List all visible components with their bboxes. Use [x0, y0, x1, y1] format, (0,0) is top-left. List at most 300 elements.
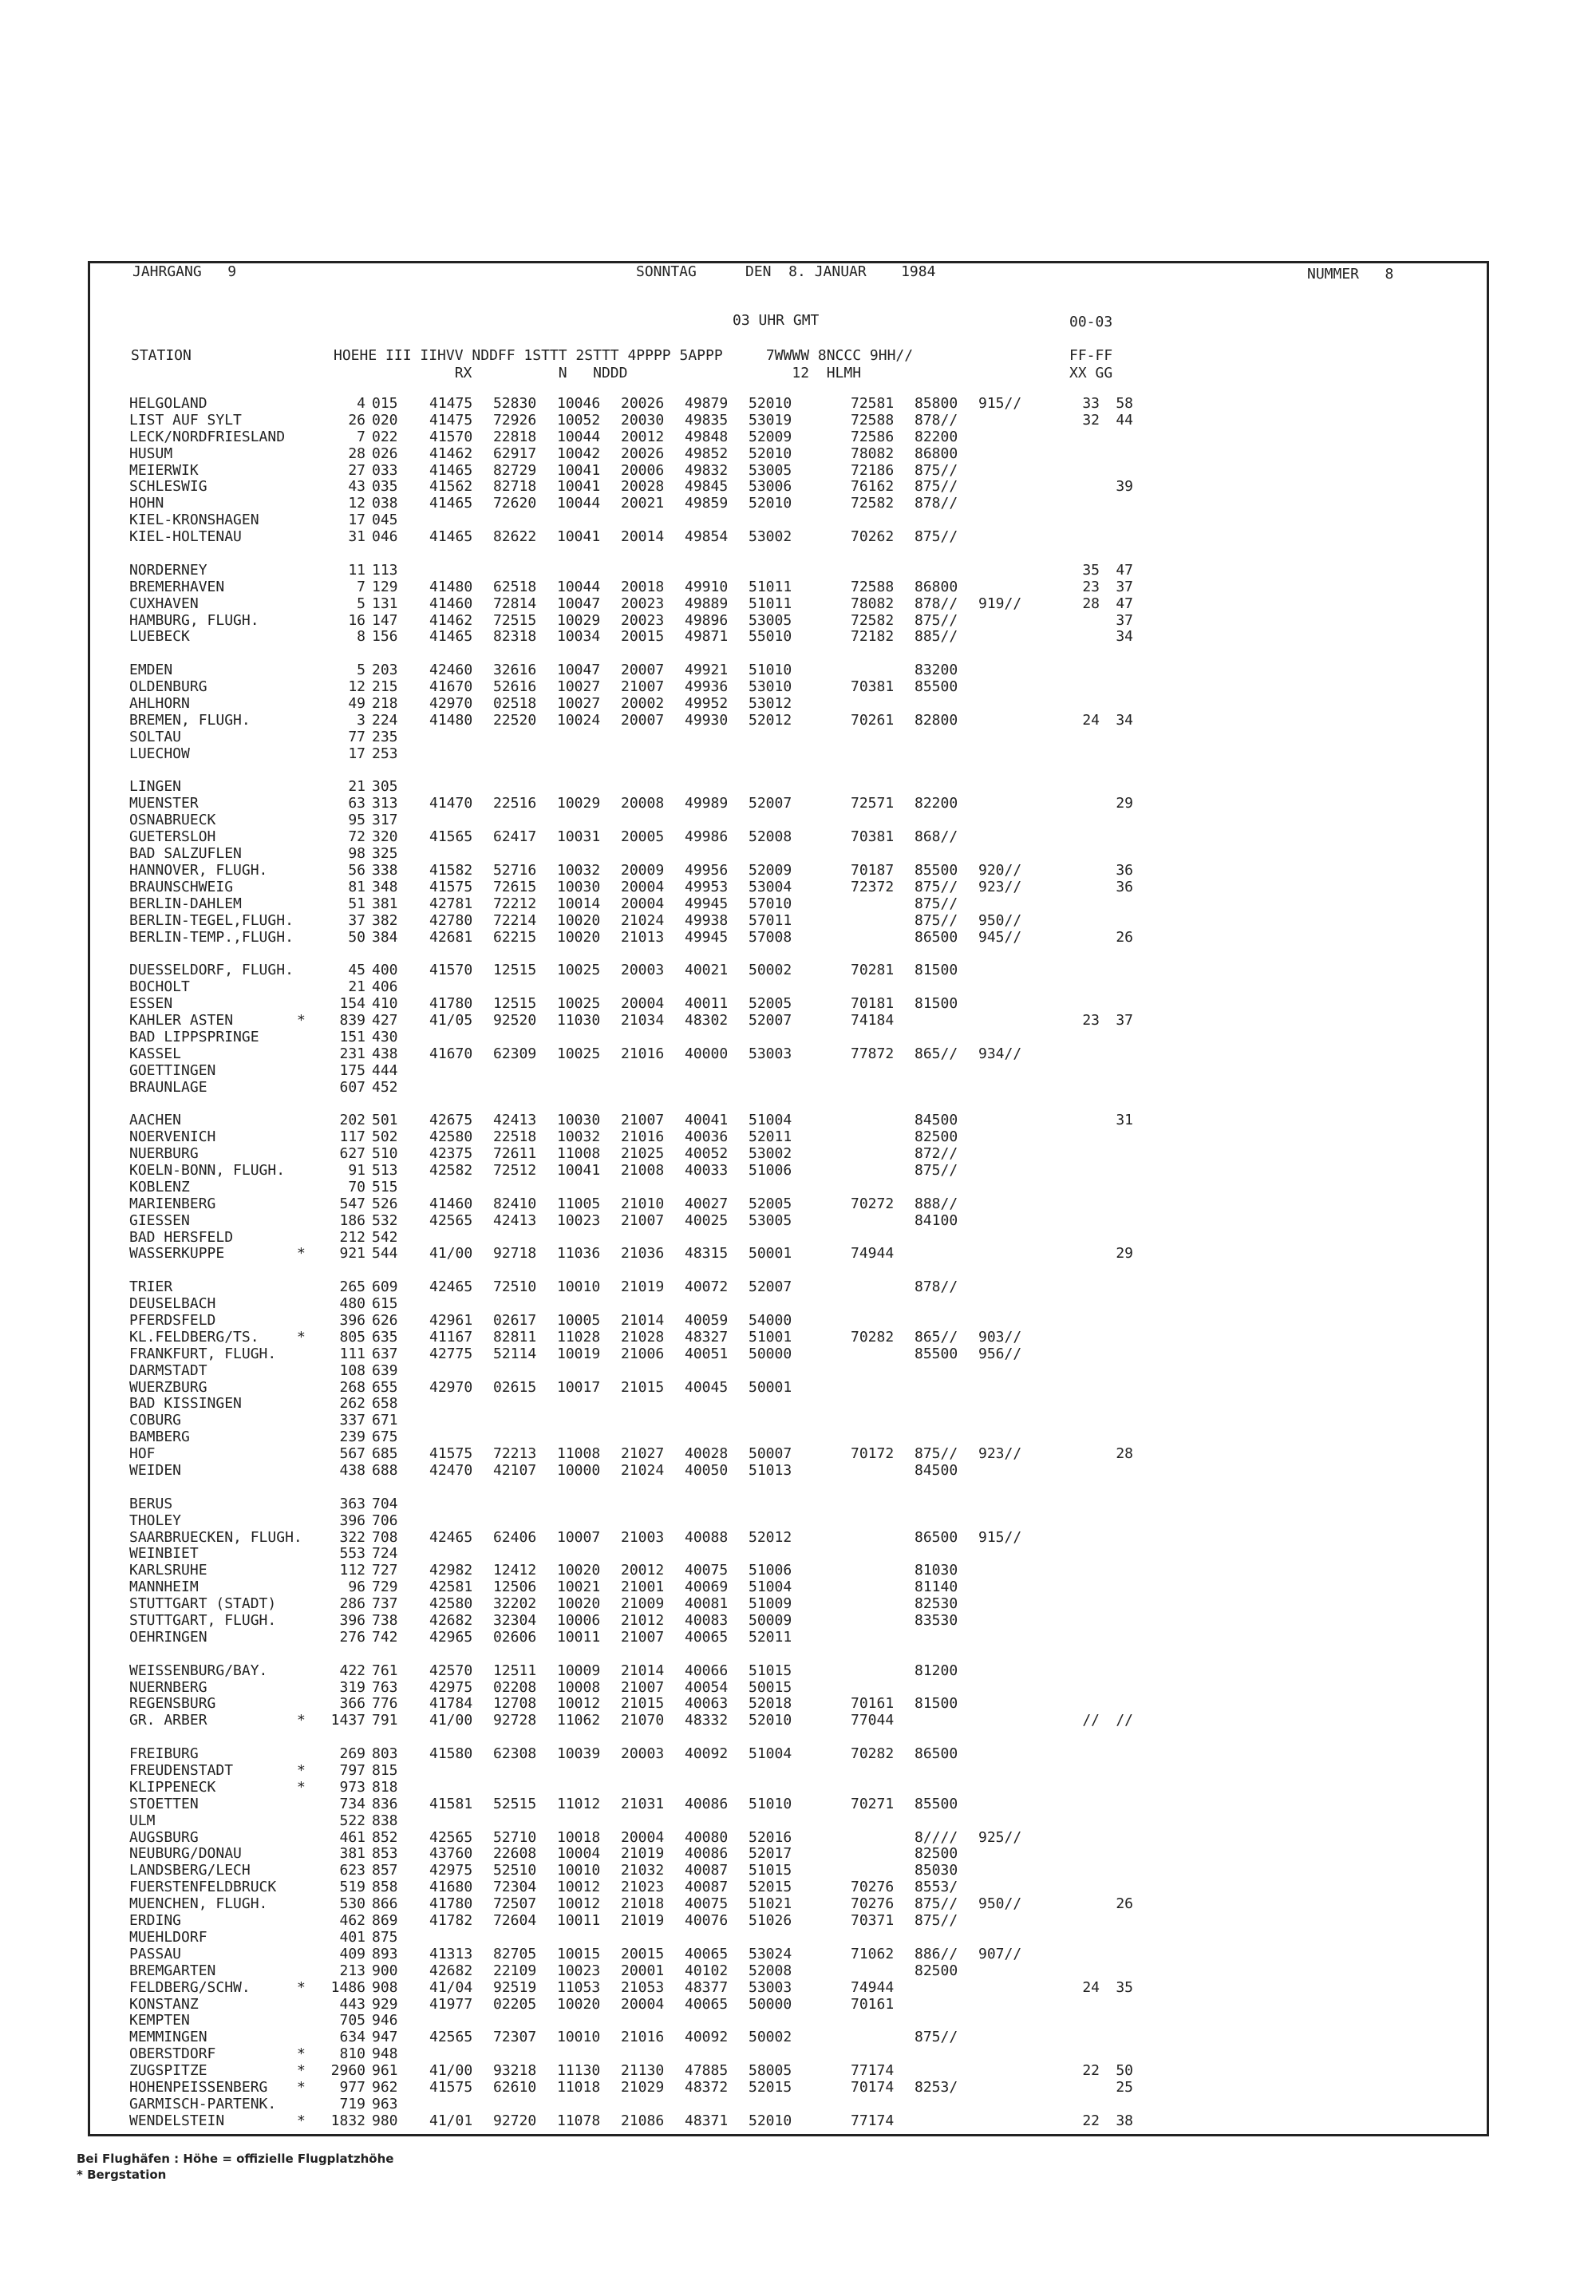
station-height: 396	[339, 1612, 365, 1630]
group-7wwww: 72372	[851, 878, 895, 895]
group-5appp: 52007	[749, 1011, 792, 1029]
group-9hh: 950//	[978, 911, 1022, 929]
group-nddff: 92519	[493, 1978, 537, 1996]
station-id: 893	[372, 1945, 398, 1962]
col-header-ff1: FF-FF	[1069, 347, 1113, 364]
station-name: NOERVENICH	[129, 1128, 216, 1146]
group-7wwww: 72571	[851, 795, 895, 812]
station-name: NEUBURG/DONAU	[129, 1845, 242, 1863]
group-2sttt: 21010	[621, 1195, 665, 1212]
mountain-marker: *	[297, 1712, 306, 1729]
group-2sttt: 20012	[621, 428, 665, 445]
station-id: 853	[372, 1845, 398, 1863]
group-iihvv: 41480	[429, 711, 473, 729]
group-iihvv: 41460	[429, 1195, 473, 1212]
station-height: 63	[348, 795, 365, 812]
group-iihvv: 41780	[429, 1895, 473, 1913]
station-height: 12	[348, 495, 365, 512]
station-height: 28	[348, 445, 365, 462]
group-5appp: 52015	[749, 2078, 792, 2096]
group-9hh: 919//	[978, 595, 1022, 612]
group-8nccc: 86500	[915, 928, 958, 946]
group-5appp: 51015	[749, 1862, 792, 1879]
group-7wwww: 70281	[851, 962, 895, 979]
group-2sttt: 21028	[621, 1328, 665, 1346]
station-id: 502	[372, 1128, 398, 1146]
group-4pppp: 49896	[685, 611, 729, 629]
station-id: 400	[372, 962, 398, 979]
station-height: 31	[348, 528, 365, 546]
group-iihvv: 41313	[429, 1945, 473, 1962]
station-height: 462	[339, 1912, 365, 1930]
station-height: 567	[339, 1445, 365, 1463]
group-5appp: 51004	[749, 1579, 792, 1596]
station-height: 81	[348, 878, 365, 895]
group-2sttt: 20006	[621, 461, 665, 479]
group-nddff: 72510	[493, 1278, 537, 1296]
group-nddff: 93218	[493, 2062, 537, 2080]
group-7wwww: 76162	[851, 478, 895, 496]
station-id: 688	[372, 1462, 398, 1479]
station-height: 45	[348, 962, 365, 979]
station-height: 401	[339, 1928, 365, 1946]
gust-gg: 28	[1116, 1445, 1133, 1463]
group-4pppp: 49879	[685, 395, 729, 412]
station-name: KIEL-KRONSHAGEN	[129, 512, 259, 529]
group-2sttt: 21031	[621, 1795, 665, 1812]
group-8nccc: 875//	[915, 611, 958, 629]
group-5appp: 52005	[749, 1195, 792, 1212]
group-2sttt: 20004	[621, 878, 665, 895]
station-id: 452	[372, 1078, 398, 1096]
group-2sttt: 21007	[621, 678, 665, 696]
col-header-ff2: XX GG	[1069, 365, 1113, 381]
group-nddff: 62215	[493, 928, 537, 946]
group-5appp: 58005	[749, 2062, 792, 2080]
station-id: 406	[372, 978, 398, 996]
group-1sttt: 10047	[557, 662, 601, 679]
group-5appp: 52010	[749, 495, 792, 512]
group-1sttt: 10039	[557, 1745, 601, 1763]
group-5appp: 51011	[749, 595, 792, 612]
station-name: BERLIN-TEGEL,FLUGH.	[129, 911, 294, 929]
group-iihvv: 41/01	[429, 2112, 473, 2129]
group-4pppp: 40059	[685, 1311, 729, 1329]
group-2sttt: 20015	[621, 628, 665, 646]
group-4pppp: 40051	[685, 1345, 729, 1362]
group-8nccc: 82500	[915, 1845, 958, 1863]
group-1sttt: 10032	[557, 861, 601, 879]
station-name: MARIENBERG	[129, 1195, 216, 1212]
group-2sttt: 21130	[621, 2062, 665, 2080]
group-5appp: 52017	[749, 1845, 792, 1863]
station-id: 761	[372, 1662, 398, 1679]
group-8nccc: 82800	[915, 711, 958, 729]
station-name: COBURG	[129, 1412, 182, 1429]
group-5appp: 53012	[749, 695, 792, 713]
group-nddff: 12515	[493, 995, 537, 1013]
group-iihvv: 42580	[429, 1128, 473, 1146]
station-name: OSNABRUECK	[129, 812, 216, 829]
mountain-marker: *	[297, 1245, 306, 1263]
group-7wwww: 70282	[851, 1745, 895, 1763]
group-2sttt: 21034	[621, 1011, 665, 1029]
group-nddff: 72214	[493, 911, 537, 929]
station-name: FELDBERG/SCHW.	[129, 1978, 251, 1996]
group-7wwww: 72186	[851, 461, 895, 479]
group-iihvv: 41/00	[429, 1245, 473, 1263]
station-name: BOCHOLT	[129, 978, 190, 996]
group-2sttt: 20003	[621, 1745, 665, 1763]
group-9hh: 915//	[978, 1528, 1022, 1546]
station-id: 869	[372, 1912, 398, 1930]
station-height: 634	[339, 2029, 365, 2046]
group-iihvv: 41167	[429, 1328, 473, 1346]
group-2sttt: 21014	[621, 1662, 665, 1679]
group-8nccc: 878//	[915, 495, 958, 512]
group-iihvv: 41782	[429, 1912, 473, 1930]
group-5appp: 52011	[749, 1628, 792, 1646]
group-2sttt: 20004	[621, 1828, 665, 1846]
station-name: BREMEN, FLUGH.	[129, 711, 251, 729]
station-id: 852	[372, 1828, 398, 1846]
group-7wwww: 74944	[851, 1978, 895, 1996]
group-2sttt: 20018	[621, 578, 665, 595]
group-1sttt: 11062	[557, 1712, 601, 1729]
group-5appp: 53024	[749, 1945, 792, 1962]
group-4pppp: 49921	[685, 662, 729, 679]
station-id: 637	[372, 1345, 398, 1362]
station-name: AHLHORN	[129, 695, 190, 713]
group-1sttt: 10010	[557, 1278, 601, 1296]
station-height: 1832	[330, 2112, 365, 2129]
station-height: 977	[339, 2078, 365, 2096]
group-5appp: 51010	[749, 662, 792, 679]
group-1sttt: 10018	[557, 1828, 601, 1846]
station-height: 7	[357, 428, 365, 445]
station-name: ESSEN	[129, 995, 173, 1013]
station-name: MUENCHEN, FLUGH.	[129, 1895, 268, 1913]
group-1sttt: 10020	[557, 911, 601, 929]
col-header-line2: RX N NDDD 12 HLMH	[334, 365, 862, 381]
group-nddff: 72213	[493, 1445, 537, 1463]
group-5appp: 51009	[749, 1595, 792, 1613]
station-height: 1437	[330, 1712, 365, 1729]
group-8nccc: 878//	[915, 1278, 958, 1296]
group-1sttt: 10010	[557, 1862, 601, 1879]
station-name: LINGEN	[129, 778, 182, 796]
group-iihvv: 41575	[429, 1445, 473, 1463]
group-nddff: 32616	[493, 662, 537, 679]
group-iihvv: 41784	[429, 1695, 473, 1713]
group-iihvv: 41670	[429, 678, 473, 696]
station-name: SCHLESWIG	[129, 478, 207, 496]
group-5appp: 51006	[749, 1562, 792, 1579]
group-1sttt: 11012	[557, 1795, 601, 1812]
group-2sttt: 20012	[621, 1562, 665, 1579]
group-5appp: 50015	[749, 1678, 792, 1696]
station-id: 348	[372, 878, 398, 895]
station-height: 231	[339, 1045, 365, 1062]
group-4pppp: 40021	[685, 962, 729, 979]
station-name: HAMBURG, FLUGH.	[129, 611, 259, 629]
group-8nccc: 82530	[915, 1595, 958, 1613]
station-name: WENDELSTEIN	[129, 2112, 225, 2129]
group-nddff: 62917	[493, 445, 537, 462]
gust-gg: 29	[1116, 1245, 1133, 1263]
group-5appp: 52009	[749, 861, 792, 879]
group-1sttt: 10019	[557, 1345, 601, 1362]
group-1sttt: 10023	[557, 1962, 601, 1979]
station-name: KL.FELDBERG/TS.	[129, 1328, 259, 1346]
group-4pppp: 40086	[685, 1795, 729, 1812]
group-7wwww: 70276	[851, 1879, 895, 1896]
group-5appp: 50007	[749, 1445, 792, 1463]
station-height: 805	[339, 1328, 365, 1346]
group-4pppp: 40065	[685, 1995, 729, 2013]
group-1sttt: 10034	[557, 628, 601, 646]
group-1sttt: 10010	[557, 2029, 601, 2046]
station-id: 338	[372, 861, 398, 879]
station-height: 5	[357, 595, 365, 612]
station-id: 671	[372, 1412, 398, 1429]
group-nddff: 42107	[493, 1462, 537, 1479]
group-8nccc: 8////	[915, 1828, 958, 1846]
group-iihvv: 41/04	[429, 1978, 473, 1996]
station-height: 262	[339, 1395, 365, 1413]
station-height: 175	[339, 1061, 365, 1079]
station-name: FUERSTENFELDBRUCK	[129, 1879, 277, 1896]
station-name: GOETTINGEN	[129, 1061, 216, 1079]
station-name: LUEBECK	[129, 628, 190, 646]
gust-gg: 50	[1116, 2062, 1133, 2080]
station-name: DEUSELBACH	[129, 1295, 216, 1313]
group-5appp: 55010	[749, 628, 792, 646]
group-7wwww: 70187	[851, 861, 895, 879]
group-2sttt: 21019	[621, 1845, 665, 1863]
group-2sttt: 21003	[621, 1528, 665, 1546]
group-4pppp: 40092	[685, 1745, 729, 1763]
group-iihvv: 42682	[429, 1612, 473, 1630]
group-4pppp: 40065	[685, 1945, 729, 1962]
station-height: 43	[348, 478, 365, 496]
station-height: 16	[348, 611, 365, 629]
station-id: 113	[372, 561, 398, 579]
group-8nccc: 868//	[915, 828, 958, 846]
station-id: 706	[372, 1512, 398, 1529]
group-1sttt: 10041	[557, 461, 601, 479]
station-id: 609	[372, 1278, 398, 1296]
station-id: 948	[372, 2045, 398, 2063]
station-name: OEHRINGEN	[129, 1628, 207, 1646]
station-height: 70	[348, 1178, 365, 1195]
group-4pppp: 49936	[685, 678, 729, 696]
group-iihvv: 41465	[429, 461, 473, 479]
group-2sttt: 21013	[621, 928, 665, 946]
group-2sttt: 20004	[621, 895, 665, 912]
group-1sttt: 10006	[557, 1612, 601, 1630]
group-7wwww: 77174	[851, 2112, 895, 2129]
group-iihvv: 41/00	[429, 1712, 473, 1729]
station-id: 947	[372, 2029, 398, 2046]
group-8nccc: 83200	[915, 662, 958, 679]
footnote-airports: Bei Flughäfen : Höhe = offizielle Flugplatzhöhe	[77, 2152, 394, 2166]
group-7wwww: 70161	[851, 1995, 895, 2013]
station-name: ERDING	[129, 1912, 182, 1930]
group-8nccc: 875//	[915, 1912, 958, 1930]
station-id: 131	[372, 595, 398, 612]
station-name: THOLEY	[129, 1512, 182, 1529]
group-1sttt: 11036	[557, 1245, 601, 1263]
group-nddff: 82318	[493, 628, 537, 646]
group-7wwww: 77174	[851, 2062, 895, 2080]
group-iihvv: 42565	[429, 1828, 473, 1846]
group-iihvv: 41460	[429, 595, 473, 612]
station-id: 542	[372, 1228, 398, 1246]
group-8nccc: 83530	[915, 1612, 958, 1630]
group-5appp: 51010	[749, 1795, 792, 1812]
group-1sttt: 10042	[557, 445, 601, 462]
group-7wwww: 74184	[851, 1011, 895, 1029]
station-name: BERLIN-TEMP.,FLUGH.	[129, 928, 294, 946]
group-8nccc: 81140	[915, 1579, 958, 1596]
station-id: 961	[372, 2062, 398, 2080]
group-5appp: 53005	[749, 611, 792, 629]
gust-gg: 35	[1116, 1978, 1133, 1996]
group-1sttt: 11130	[557, 2062, 601, 2080]
group-5appp: 53004	[749, 878, 792, 895]
station-height: 276	[339, 1628, 365, 1646]
station-name: KEMPTEN	[129, 2012, 190, 2029]
gust-xx: 24	[1082, 711, 1100, 729]
col-header-station: STATION	[131, 347, 192, 364]
group-nddff: 12515	[493, 962, 537, 979]
station-id: 791	[372, 1712, 398, 1729]
station-height: 705	[339, 2012, 365, 2029]
group-4pppp: 49848	[685, 428, 729, 445]
mountain-marker: *	[297, 2045, 306, 2063]
group-2sttt: 21001	[621, 1579, 665, 1596]
gust-xx: 22	[1082, 2112, 1100, 2129]
station-id: 382	[372, 911, 398, 929]
group-5appp: 53005	[749, 1211, 792, 1229]
group-4pppp: 40080	[685, 1828, 729, 1846]
gust-gg: 47	[1116, 595, 1133, 612]
group-4pppp: 40033	[685, 1161, 729, 1179]
station-name: WEIDEN	[129, 1462, 182, 1479]
station-height: 438	[339, 1462, 365, 1479]
group-1sttt: 10029	[557, 611, 601, 629]
group-nddff: 02205	[493, 1995, 537, 2013]
group-2sttt: 21007	[621, 1678, 665, 1696]
group-5appp: 51013	[749, 1462, 792, 1479]
station-name: GR. ARBER	[129, 1712, 207, 1729]
station-height: 1486	[330, 1978, 365, 1996]
station-height: 337	[339, 1412, 365, 1429]
station-id: 929	[372, 1995, 398, 2013]
group-nddff: 62417	[493, 828, 537, 846]
group-4pppp: 48315	[685, 1245, 729, 1263]
group-2sttt: 21008	[621, 1161, 665, 1179]
station-id: 526	[372, 1195, 398, 1212]
group-8nccc: 865//	[915, 1045, 958, 1062]
group-7wwww: 78082	[851, 445, 895, 462]
gust-gg: 38	[1116, 2112, 1133, 2129]
group-5appp: 52010	[749, 2112, 792, 2129]
group-2sttt: 21053	[621, 1978, 665, 1996]
station-height: 921	[339, 1245, 365, 1263]
station-id: 655	[372, 1378, 398, 1396]
gust-gg: 58	[1116, 395, 1133, 412]
group-iihvv: 42775	[429, 1345, 473, 1362]
group-7wwww: 74944	[851, 1245, 895, 1263]
group-nddff: 82811	[493, 1328, 537, 1346]
mountain-marker: *	[297, 2112, 306, 2129]
station-id: 763	[372, 1678, 398, 1696]
group-nddff: 72926	[493, 411, 537, 429]
group-5appp: 52007	[749, 795, 792, 812]
group-7wwww: 72582	[851, 611, 895, 629]
group-1sttt: 11005	[557, 1195, 601, 1212]
group-8nccc: 81500	[915, 962, 958, 979]
group-7wwww: 72588	[851, 578, 895, 595]
group-4pppp: 49986	[685, 828, 729, 846]
station-id: 836	[372, 1795, 398, 1812]
station-id: 438	[372, 1045, 398, 1062]
group-nddff: 62406	[493, 1528, 537, 1546]
station-height: 2960	[330, 2062, 365, 2080]
group-nddff: 72515	[493, 611, 537, 629]
station-id: 737	[372, 1595, 398, 1613]
group-4pppp: 49952	[685, 695, 729, 713]
group-5appp: 50002	[749, 2029, 792, 2046]
group-4pppp: 49859	[685, 495, 729, 512]
station-id: 410	[372, 995, 398, 1013]
station-id: 156	[372, 628, 398, 646]
group-4pppp: 40092	[685, 2029, 729, 2046]
group-2sttt: 20014	[621, 528, 665, 546]
group-1sttt: 11008	[557, 1445, 601, 1463]
station-name: STOETTEN	[129, 1795, 199, 1812]
group-5appp: 52009	[749, 428, 792, 445]
station-id: 875	[372, 1928, 398, 1946]
gust-gg: 26	[1116, 928, 1133, 946]
group-iihvv: 41780	[429, 995, 473, 1013]
station-id: 675	[372, 1429, 398, 1446]
station-name: BREMGARTEN	[129, 1962, 216, 1979]
group-nddff: 22516	[493, 795, 537, 812]
station-height: 443	[339, 1995, 365, 2013]
station-name: ULM	[129, 1812, 156, 1829]
group-nddff: 82718	[493, 478, 537, 496]
group-2sttt: 20009	[621, 861, 665, 879]
mountain-marker: *	[297, 1762, 306, 1780]
station-height: 286	[339, 1595, 365, 1613]
station-height: 108	[339, 1361, 365, 1379]
group-iihvv: 42681	[429, 928, 473, 946]
station-height: 319	[339, 1678, 365, 1696]
group-5appp: 52012	[749, 711, 792, 729]
group-2sttt: 21016	[621, 2029, 665, 2046]
group-2sttt: 21036	[621, 1245, 665, 1263]
group-nddff: 22818	[493, 428, 537, 445]
station-height: 797	[339, 1762, 365, 1780]
group-1sttt: 10012	[557, 1695, 601, 1713]
group-8nccc: 878//	[915, 411, 958, 429]
group-nddff: 32202	[493, 1595, 537, 1613]
group-iihvv: 41580	[429, 1745, 473, 1763]
station-name: KLIPPENECK	[129, 1778, 216, 1796]
